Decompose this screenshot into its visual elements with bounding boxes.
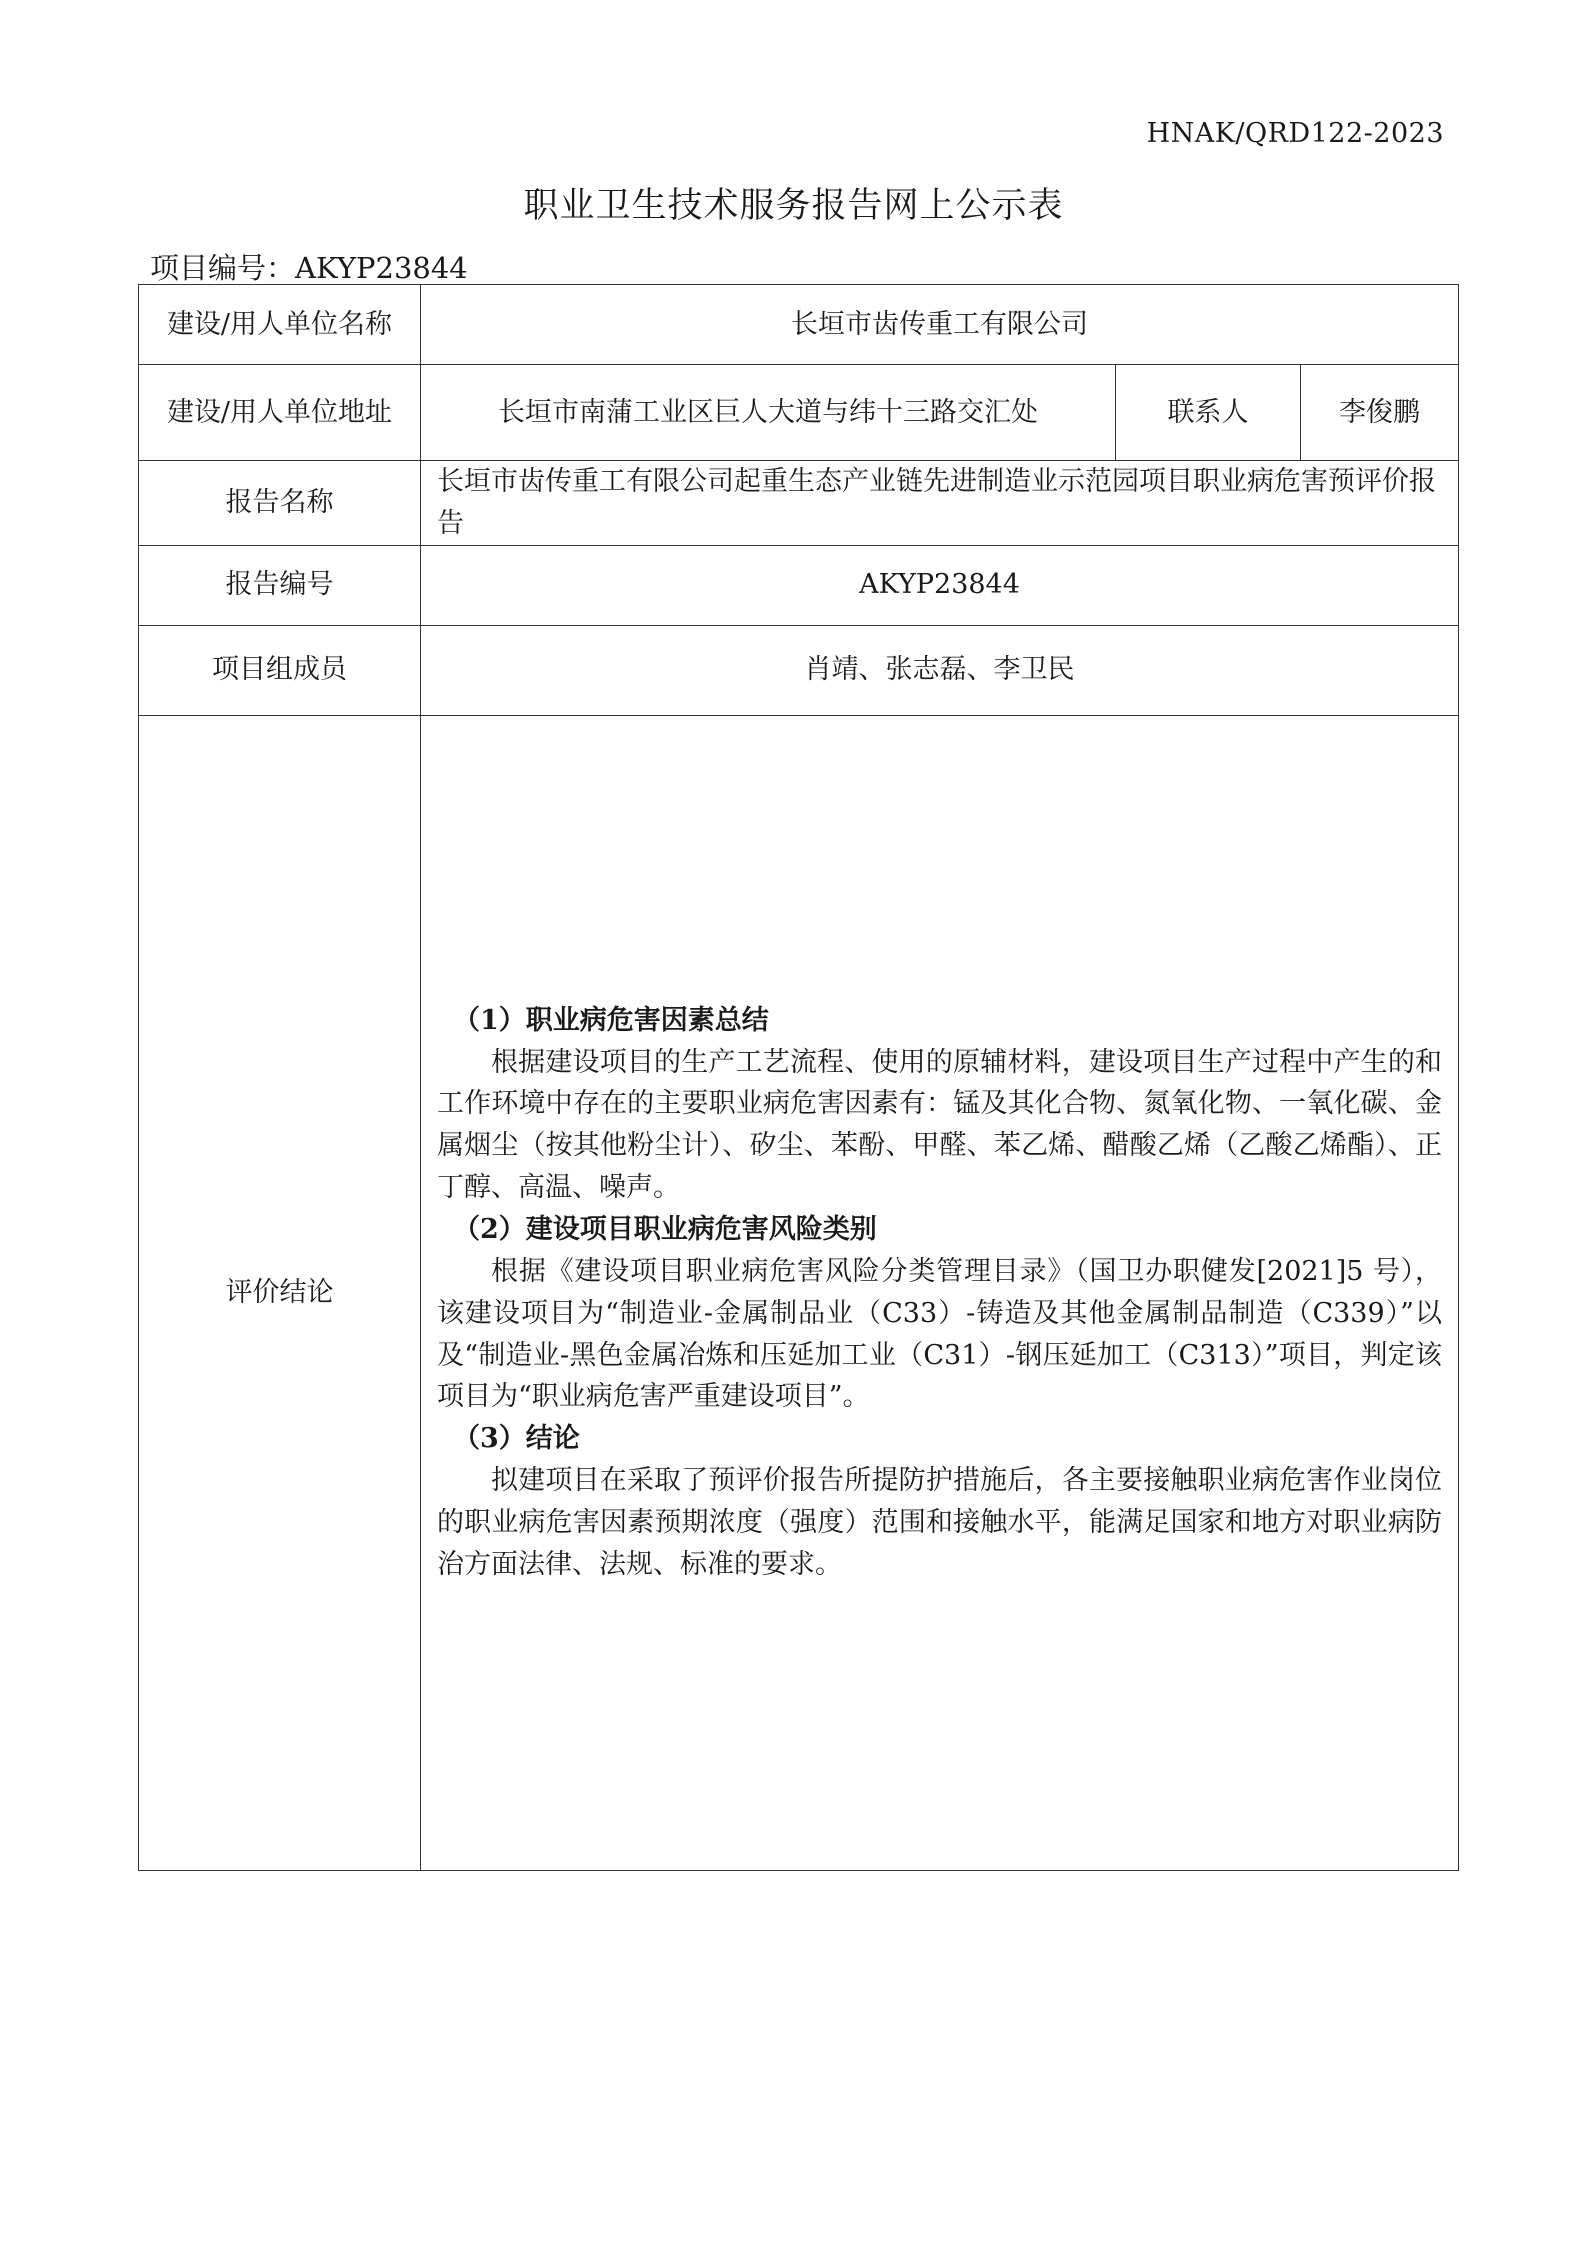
- report-number-value: AKYP23844: [421, 545, 1459, 625]
- section-1-text: 根据建设项目的生产工艺流程、使用的原辅材料，建设项目生产过程中产生的和工作环境中存在的主要职业病危害因素有：锰及其化合物、氮氧化物、一氧化碳、金属烟尘（按其他粉尘计）、矽尘、苯酚、甲醛、苯乙烯、醋酸乙烯（乙酸乙烯酯）、正丁醇、高温、噪声。: [437, 1046, 1442, 1204]
- members-label: 项目组成员: [139, 625, 421, 715]
- members-value: 肖靖、张志磊、李卫民: [421, 625, 1459, 715]
- row-report-name: [139, 461, 1459, 546]
- row-members: [139, 625, 1459, 715]
- info-table: [138, 284, 1459, 1871]
- row-report-number: [139, 545, 1459, 625]
- unit-name-value: 长垣市齿传重工有限公司: [421, 285, 1459, 365]
- contact-value: 李俊鹏: [1301, 365, 1459, 461]
- conclusion-label: 评价结论: [139, 715, 421, 1870]
- report-name-label: 报告名称: [139, 461, 421, 546]
- conclusion-content: [421, 715, 1459, 1870]
- row-unit-name: [139, 285, 1459, 365]
- page-title: 职业卫生技术服务报告网上公示表: [523, 186, 1064, 226]
- section-3-text: 拟建项目在采取了预评价报告所提防护措施后，各主要接触职业病危害作业岗位的职业病危害因素预期浓度（强度）范围和接触水平，能满足国家和地方对职业病防治方面法律、法规、标准的要求。: [437, 1465, 1442, 1580]
- row-conclusion: [139, 715, 1459, 1870]
- project-number-label: 项目编号：: [150, 251, 296, 285]
- section-3-title: （3）结论: [453, 1423, 580, 1455]
- section-1-title: （1）职业病危害因素总结: [453, 1004, 769, 1036]
- unit-name-label: 建设/用人单位名称: [139, 285, 421, 365]
- document-code: HNAK/QRD122-2023: [1146, 118, 1444, 149]
- project-number-value: AKYP23844: [295, 251, 468, 285]
- contact-label: 联系人: [1116, 365, 1301, 461]
- report-name-value: 长垣市齿传重工有限公司起重生态产业链先进制造业示范园项目职业病危害预评价报告: [421, 461, 1459, 546]
- section-2-text: 根据《建设项目职业病危害风险分类管理目录》（国卫办职健发[2021]5 号），该建设项目为“制造业-金属制品业（C33）-铸造及其他金属制品制造（C339）”以及“制造业-黑色金属冶炼和压延加工业（C31）-钢压延加工（C313）”项目，判定该项目为“职业病危害严重建设项目”。: [437, 1255, 1442, 1413]
- section-2-title: （2）建设项目职业病危害风险类别: [453, 1214, 877, 1245]
- project-number: [150, 246, 468, 287]
- unit-address-label: 建设/用人单位地址: [139, 365, 421, 461]
- row-unit-address: [139, 365, 1459, 461]
- unit-address-value: 长垣市南蒲工业区巨人大道与纬十三路交汇处: [421, 365, 1116, 461]
- report-number-label: 报告编号: [139, 545, 421, 625]
